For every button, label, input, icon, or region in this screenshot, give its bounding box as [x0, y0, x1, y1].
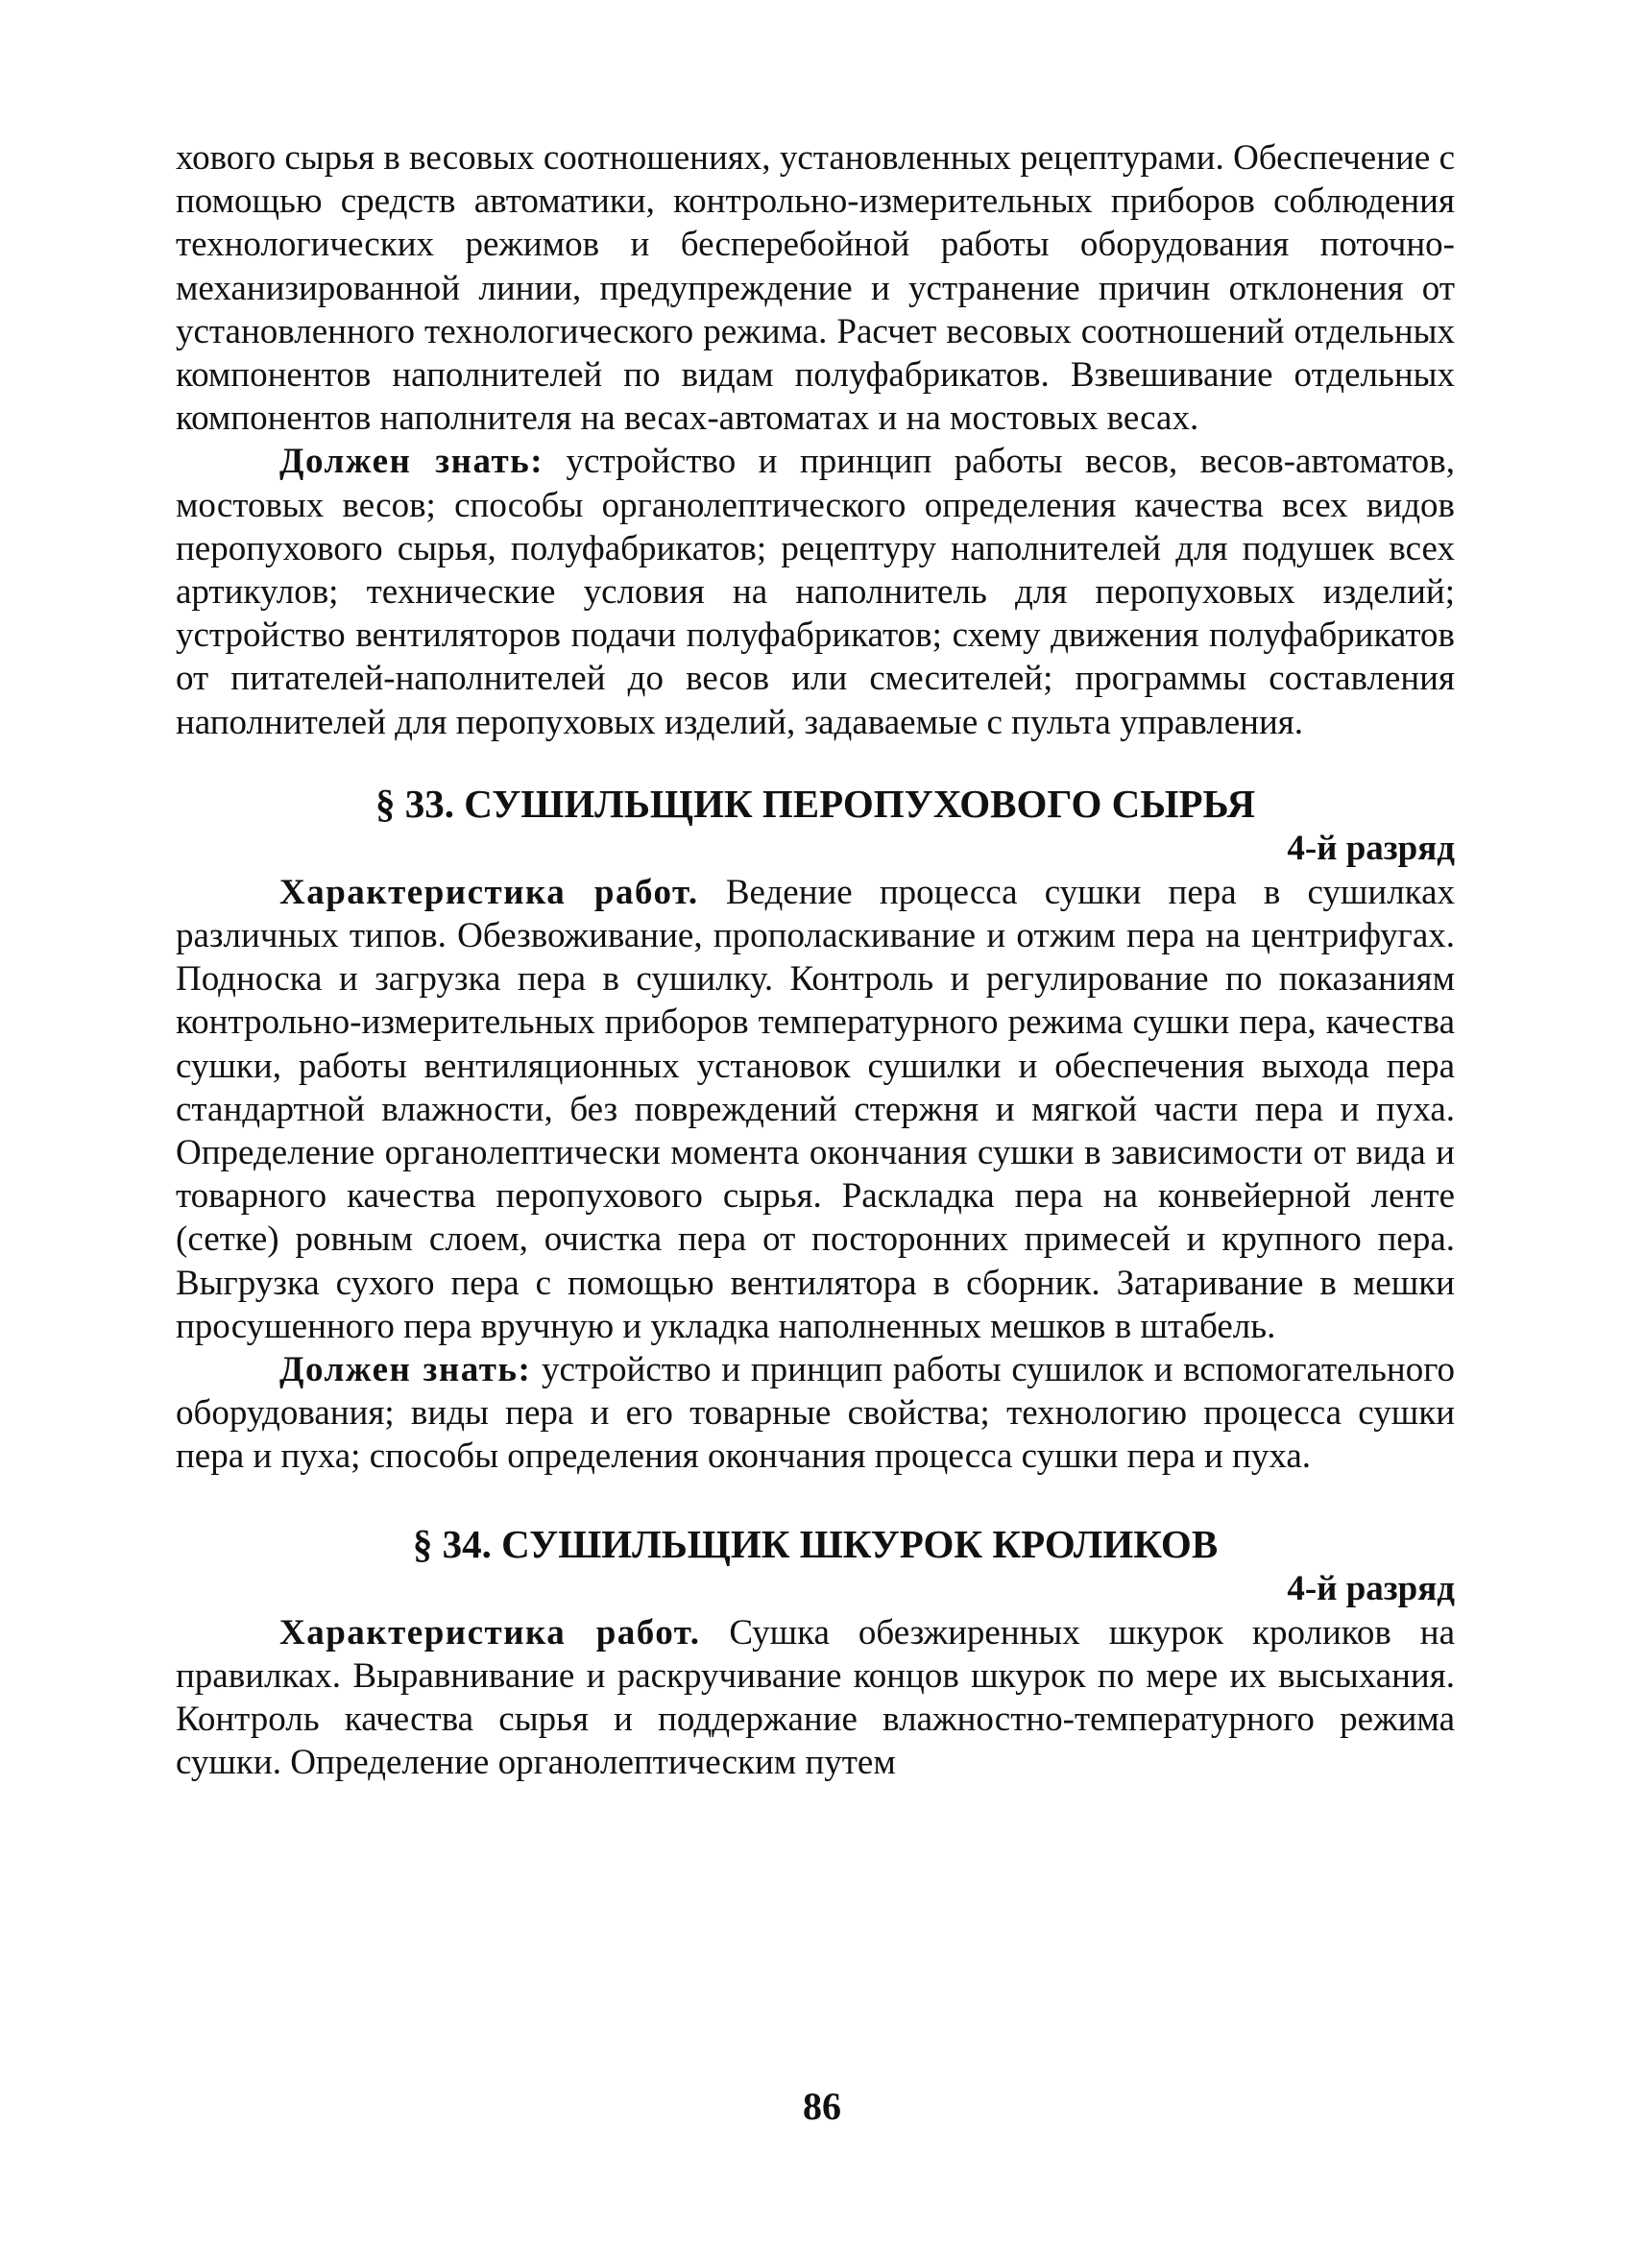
- page-number: 86: [803, 2085, 841, 2128]
- section-33-grade: 4-й разряд: [1287, 828, 1455, 868]
- section-33-work-text: Ведение процесса сушки пера в сушилках различных типов. Обезвоживание, прополаскивание и отжим пера на центрифугах. Подноска и загрузка пера в сушилку. Контроль и регулирование по показаниям контрольно-измерительных приборов температурного режима сушки пера, качества сушки, работы вентиляционных установок сушилки и обеспечения выхода пера стандартной влажности, без повреждений стержня и мягкой части пера и пуха. Определение органолептически момента окончания сушки в зависимости от вида и товарного качества перопухового сырья. Раскладка пера на конвейерной ленте (сетке) ровным слоем, очистка пера от посторонних примесей и крупного пера. Выгрузка сухого пера с помощью вентилятора в сборник. Затаривание в мешки просушенного пера вручную и укладка наполненных мешков в штабель.: [176, 872, 1455, 1346]
- intro-paragraph: хового сырья в весовых соотношениях, установленных рецептурами. Обеспечение с помощью средств автоматики, контрольно-измерительных приборов соблюдения технологических режимов и бесперебойной работы оборудования поточно-механизированной линии, предупреждение и устранение причин отклонения от установленного технологического режима. Расчет весовых соотношений отдельных компонентов наполнителей по видам полуфабрикатов. Взвешивание отдельных компонентов наполнителя на весах-автоматах и на мостовых весах.: [176, 138, 1455, 439]
- page-body: [176, 136, 1455, 1785]
- section-34-grade: 4-й разряд: [1287, 1568, 1455, 1608]
- section-33-work-paragraph: [176, 871, 1455, 1348]
- intro-knowledge-label: Должен знать:: [279, 442, 544, 482]
- section-34-work-text: Сушка обезжиренных шкурок кроликов на правилках. Выравнивание и раскручивание концов шкурок по мере их высыхания. Контроль качества сырья и поддержание влажностно-температурного режима сушки. Определение органолептическим путем: [176, 1612, 1455, 1783]
- section-34-work-paragraph: [176, 1611, 1455, 1785]
- section-33-title: § 33. СУШИЛЬЩИК ПЕРОПУХОВОГО СЫРЬЯ: [375, 781, 1256, 826]
- intro-knowledge-text: устройство и принцип работы весов, весов-автоматов, мостовых весов; способы органолептического определения качества всех видов перопухового сырья, полуфабрикатов; рецептуру наполнителей для подушек всех артикулов; технические условия на наполнитель для перопуховых изделий; устройство вентиляторов подачи полуфабрикатов; схему движения полуфабрикатов от питателей-наполнителей до весов или смесителей; программы составления наполнителей для перопуховых изделий, задаваемые с пульта управления.: [176, 442, 1455, 742]
- intro-knowledge-paragraph: [176, 440, 1455, 743]
- section-34-title: § 34. СУШИЛЬЩИК ШКУРОК КРОЛИКОВ: [412, 1521, 1219, 1566]
- section-33-knowledge-paragraph: [176, 1348, 1455, 1479]
- section-34-work-label: Характеристика работ.: [279, 1612, 701, 1653]
- section-33-knowledge-text: устройство и принцип работы сушилок и вспомогательного оборудования; виды пера и его товарные свойства; технологию процесса сушки пера и пуха; способы определения окончания процесса сушки пера и пуха.: [176, 1350, 1455, 1477]
- section-33-knowledge-label: Должен знать:: [279, 1350, 532, 1390]
- section-33-work-label: Характеристика работ.: [279, 872, 699, 912]
